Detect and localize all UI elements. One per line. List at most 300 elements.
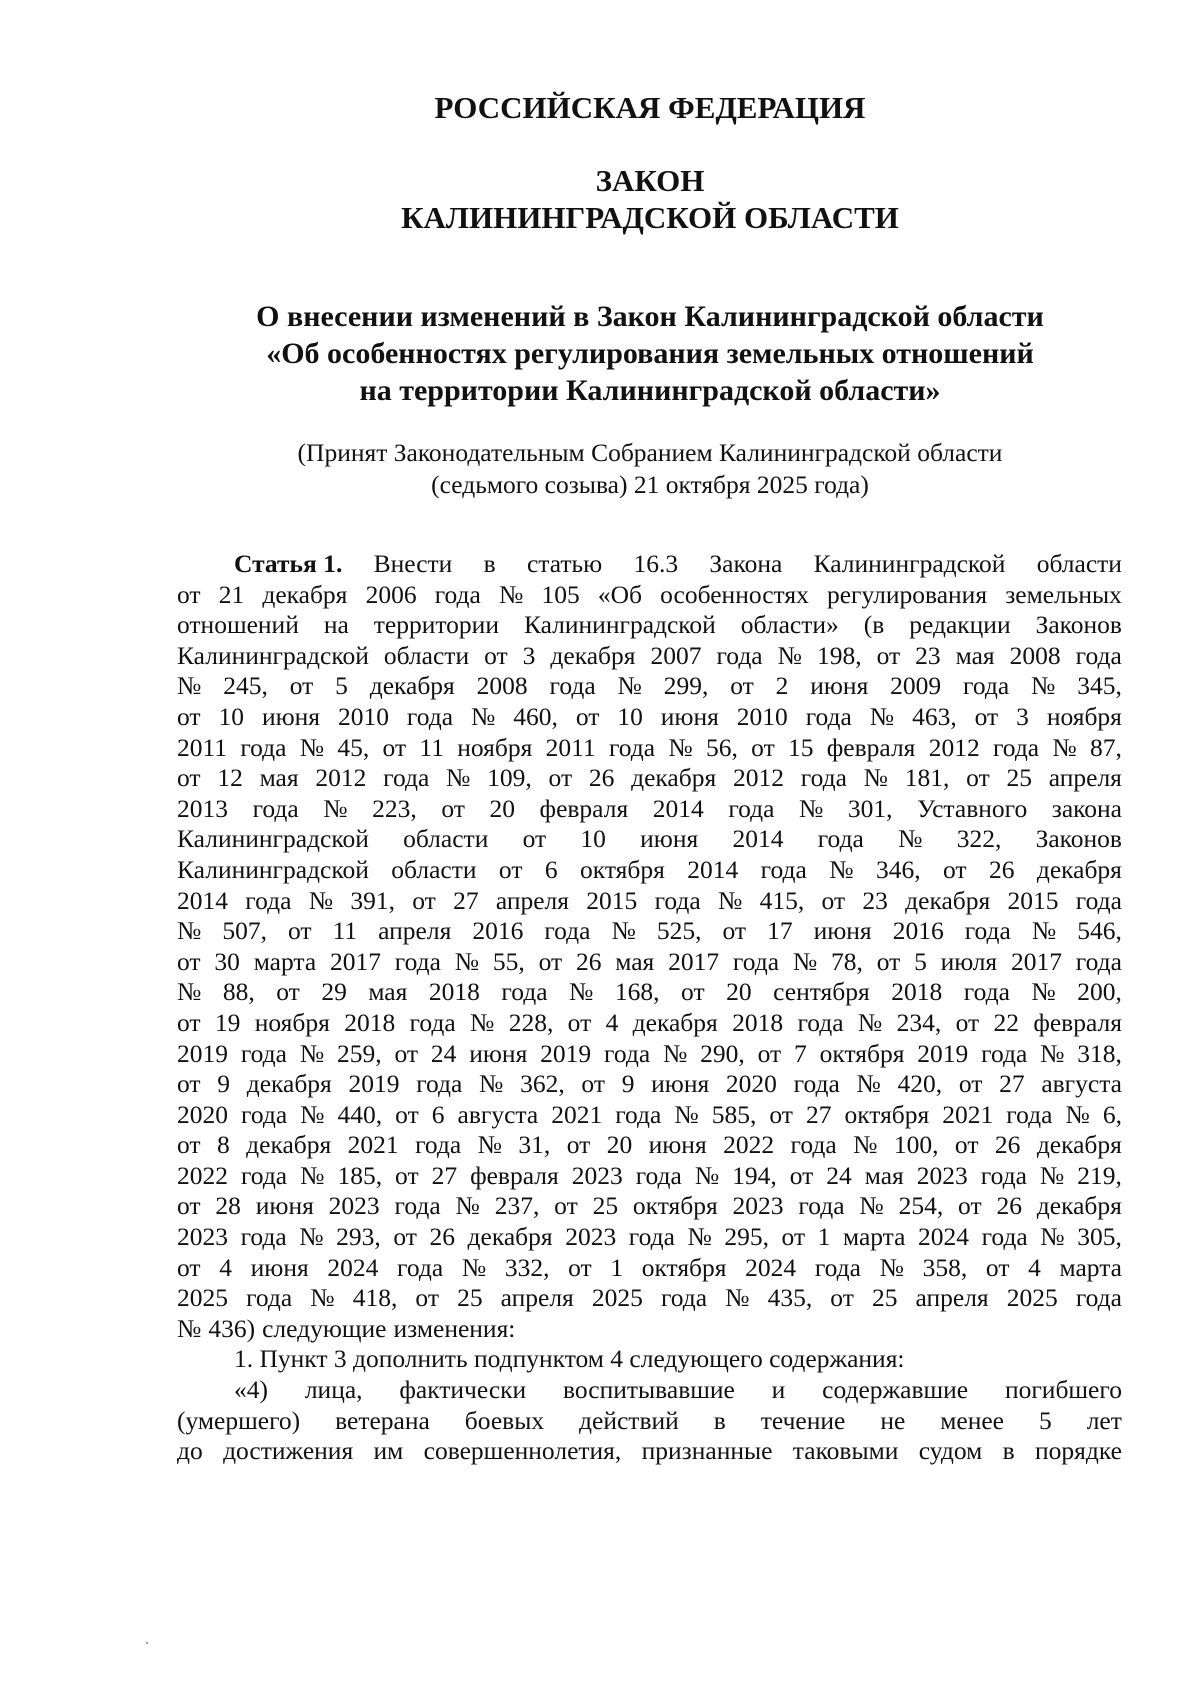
word: от bbox=[177, 1252, 201, 1282]
word: 100, bbox=[893, 1130, 939, 1160]
word: от bbox=[538, 946, 563, 976]
word: октября bbox=[641, 1252, 727, 1282]
word: № bbox=[718, 885, 743, 915]
word: № bbox=[177, 671, 202, 701]
word: 2019 bbox=[540, 1038, 592, 1068]
word: 2025 bbox=[591, 1283, 643, 1313]
word: 12 bbox=[217, 763, 243, 793]
word: от bbox=[177, 1069, 201, 1099]
article-text-line bbox=[177, 886, 1122, 917]
article-text-line bbox=[177, 1008, 1122, 1039]
law-title-line: на территории Калининградской области» bbox=[359, 374, 941, 407]
word: 305, bbox=[1077, 1222, 1122, 1252]
word: 322, bbox=[956, 824, 1002, 854]
word: в bbox=[713, 1405, 726, 1435]
word: 15 bbox=[788, 732, 814, 762]
word: от bbox=[757, 1038, 782, 1068]
word: февраля bbox=[539, 793, 629, 823]
word: года bbox=[980, 1160, 1027, 1190]
article-text-line bbox=[177, 1100, 1122, 1131]
word: 109, bbox=[487, 763, 532, 793]
word: от bbox=[276, 977, 300, 1007]
word: от bbox=[394, 1038, 419, 1068]
law-title-line: О внесении изменений в Закон Калининградской области bbox=[256, 300, 1044, 333]
word: 2018 bbox=[344, 1007, 396, 1037]
word: 259, bbox=[337, 1038, 382, 1068]
word: 463, bbox=[912, 701, 957, 731]
word: апреля bbox=[915, 1283, 989, 1313]
word: декабря bbox=[369, 671, 455, 701]
article-text-line bbox=[177, 1039, 1122, 1070]
word: года bbox=[628, 1222, 675, 1252]
word: года bbox=[814, 1252, 861, 1282]
word: от bbox=[958, 1069, 983, 1099]
word: года bbox=[245, 885, 292, 915]
word: от bbox=[395, 1160, 419, 1190]
word: 2008 bbox=[476, 671, 528, 701]
word: апреля bbox=[500, 1283, 574, 1313]
word: от bbox=[415, 1283, 439, 1313]
word: 78, bbox=[831, 946, 863, 976]
word: февраля bbox=[470, 1160, 559, 1190]
word: декабря bbox=[246, 1130, 332, 1160]
word: 55, bbox=[492, 946, 525, 976]
article-text-line bbox=[177, 1069, 1122, 1100]
word: № bbox=[300, 1160, 325, 1190]
word: № bbox=[177, 977, 202, 1007]
word: от bbox=[830, 1283, 854, 1313]
word: действий bbox=[579, 1405, 679, 1435]
word: года bbox=[604, 1038, 651, 1068]
word: 26 bbox=[996, 1191, 1022, 1221]
word: года bbox=[992, 732, 1040, 762]
word: 194, bbox=[732, 1160, 777, 1190]
word: 2016 bbox=[892, 916, 944, 946]
word: совершеннолетия, bbox=[423, 1436, 622, 1466]
item-1-line bbox=[177, 1344, 1122, 1375]
word: содержавшие bbox=[822, 1375, 969, 1405]
word: года bbox=[240, 1038, 287, 1068]
word: от bbox=[177, 1007, 201, 1037]
word: погибшего bbox=[1004, 1375, 1122, 1405]
word: 10 bbox=[580, 824, 606, 854]
article-text-line bbox=[177, 794, 1122, 825]
word: от bbox=[751, 732, 775, 762]
word: года bbox=[1075, 885, 1122, 915]
word: 2023 bbox=[177, 1222, 228, 1252]
word: в bbox=[483, 549, 496, 578]
word: 181, bbox=[904, 763, 950, 793]
word: 6 bbox=[544, 854, 558, 884]
word: августа bbox=[1041, 1069, 1122, 1099]
word: 2022 bbox=[177, 1160, 228, 1190]
word: 245, bbox=[223, 671, 268, 701]
word: 2 bbox=[775, 671, 789, 701]
word: октября bbox=[632, 1191, 718, 1221]
word: 87, bbox=[1090, 732, 1122, 762]
word: года bbox=[240, 1160, 288, 1190]
word: апреля bbox=[1048, 763, 1122, 793]
word: года bbox=[760, 854, 807, 884]
word: № bbox=[1065, 1099, 1090, 1129]
article-text-line bbox=[177, 824, 1122, 855]
word: года bbox=[797, 1007, 844, 1037]
word: № bbox=[869, 701, 895, 731]
word: от bbox=[441, 793, 465, 823]
word: № bbox=[725, 1283, 750, 1313]
word: 2006 bbox=[365, 579, 417, 609]
word: года bbox=[798, 1191, 845, 1221]
word: № bbox=[308, 885, 334, 915]
word: года bbox=[635, 1160, 682, 1190]
word: регулирования bbox=[826, 579, 988, 609]
word: № bbox=[1039, 1160, 1065, 1190]
word: 27 bbox=[453, 885, 479, 915]
article-text-line bbox=[177, 610, 1122, 641]
word: года bbox=[434, 579, 481, 609]
word: 391, bbox=[350, 885, 395, 915]
word: № bbox=[777, 640, 802, 670]
word: (умершего) bbox=[177, 1405, 301, 1435]
word: июня bbox=[651, 1069, 710, 1099]
word: области bbox=[1036, 549, 1122, 578]
word: июня bbox=[640, 824, 699, 854]
word: Калининградской bbox=[523, 610, 716, 640]
article-text-line bbox=[177, 1314, 1122, 1345]
word: 16.3 bbox=[633, 549, 679, 578]
word: 2021 bbox=[347, 1130, 399, 1160]
word: № bbox=[898, 824, 923, 854]
word: 2023 bbox=[328, 1191, 380, 1221]
word: 2023 bbox=[565, 1222, 617, 1252]
word: 2012 bbox=[928, 732, 980, 762]
word: декабря bbox=[1036, 1130, 1122, 1160]
word: от bbox=[789, 1160, 814, 1190]
word: года bbox=[240, 732, 287, 762]
word: года bbox=[964, 916, 1011, 946]
word: марта bbox=[842, 1222, 906, 1252]
word: 3 bbox=[522, 640, 536, 670]
word: 2011 bbox=[545, 732, 596, 762]
word: 56, bbox=[706, 732, 738, 762]
word: 2019 bbox=[348, 1069, 400, 1099]
word: 26 bbox=[429, 1222, 455, 1252]
word: года bbox=[241, 1099, 288, 1129]
word: № bbox=[299, 732, 325, 762]
word: Калининградской bbox=[177, 640, 369, 670]
word: № bbox=[177, 916, 202, 946]
word: № bbox=[470, 701, 496, 731]
word: 2015 bbox=[586, 885, 638, 915]
word: года bbox=[800, 763, 847, 793]
word: года bbox=[817, 824, 864, 854]
word: 23 bbox=[915, 640, 941, 670]
word: от bbox=[985, 1252, 1010, 1282]
word: октября bbox=[844, 1099, 930, 1129]
word: декабря bbox=[246, 1069, 332, 1099]
word: 2024 bbox=[327, 1252, 379, 1282]
word: в bbox=[1002, 1436, 1015, 1466]
word: июня bbox=[255, 1191, 314, 1221]
word: № bbox=[299, 1038, 325, 1068]
word: земельных bbox=[1005, 579, 1122, 609]
word: от bbox=[876, 946, 901, 976]
word: 318, bbox=[1077, 1038, 1122, 1068]
word: области bbox=[391, 854, 477, 884]
word: года bbox=[805, 701, 852, 731]
word: № bbox=[299, 1222, 324, 1252]
word: июня bbox=[810, 671, 869, 701]
word: 10 bbox=[218, 701, 244, 731]
word: 299, bbox=[663, 671, 709, 701]
word: 2017 bbox=[668, 946, 720, 976]
word: 6, bbox=[1102, 1099, 1122, 1129]
adoption-note-line: (седьмого созыва) 21 октября 2025 года) bbox=[431, 470, 869, 499]
word: 9 bbox=[217, 1069, 231, 1099]
word: года bbox=[615, 1099, 662, 1129]
word: № bbox=[662, 1038, 688, 1068]
word: достижения bbox=[223, 1436, 354, 1466]
word: 24 bbox=[826, 1160, 852, 1190]
word: № bbox=[799, 793, 824, 823]
word: менее bbox=[940, 1405, 1005, 1435]
word: 2017 bbox=[329, 946, 381, 976]
word: года bbox=[981, 1222, 1028, 1252]
word: 2017 bbox=[1010, 946, 1062, 976]
word: 219, bbox=[1077, 1160, 1122, 1190]
word: 2010 bbox=[736, 701, 788, 731]
word: 2025 bbox=[1006, 1283, 1058, 1313]
word: 362, bbox=[520, 1069, 565, 1099]
article-text-line bbox=[177, 1222, 1122, 1253]
word: мая bbox=[368, 977, 408, 1007]
word: 1 bbox=[610, 1252, 624, 1282]
word: Внести bbox=[373, 549, 453, 578]
article-text-line bbox=[177, 1130, 1122, 1161]
country-heading: РОССИЙСКАЯ ФЕДЕРАЦИЯ bbox=[434, 90, 866, 125]
word: 200, bbox=[1077, 977, 1122, 1007]
word: 2015 bbox=[1007, 885, 1059, 915]
word: 415, bbox=[759, 885, 805, 915]
word: 2024 bbox=[918, 1222, 970, 1252]
word: 2022 bbox=[723, 1130, 775, 1160]
word: 2018 bbox=[428, 977, 480, 1007]
word: 26 bbox=[994, 1130, 1021, 1160]
word: февраля bbox=[826, 732, 916, 762]
word: года bbox=[544, 916, 591, 946]
word: 30 bbox=[214, 946, 240, 976]
word: года bbox=[406, 701, 454, 731]
word: года bbox=[732, 946, 780, 976]
word: 1 bbox=[817, 1222, 831, 1252]
word: течение bbox=[760, 1405, 846, 1435]
word: № bbox=[477, 1130, 502, 1160]
word: № bbox=[455, 1191, 480, 1221]
word: № bbox=[1031, 671, 1056, 701]
word: от bbox=[412, 885, 436, 915]
word: 2020 bbox=[725, 1069, 777, 1099]
word: от bbox=[722, 916, 747, 946]
word: 2019 bbox=[177, 1038, 228, 1068]
word: июня bbox=[261, 701, 321, 731]
word: года bbox=[981, 1038, 1028, 1068]
word: № bbox=[470, 1007, 495, 1037]
article-text-line bbox=[177, 1283, 1122, 1314]
word: года bbox=[394, 1191, 441, 1221]
word: 19 bbox=[214, 1007, 241, 1037]
word: редакции bbox=[909, 610, 1011, 640]
word: сентября bbox=[773, 977, 870, 1007]
word: Калининградской bbox=[813, 549, 1006, 578]
word: признанные bbox=[641, 1436, 773, 1466]
word: 26 bbox=[575, 946, 602, 976]
word: № bbox=[1031, 916, 1057, 946]
word: боевых bbox=[464, 1405, 545, 1435]
word: № bbox=[569, 977, 594, 1007]
word: декабря bbox=[550, 640, 636, 670]
word: от bbox=[288, 916, 312, 946]
subitem-text-line bbox=[177, 1406, 1122, 1437]
word: от bbox=[522, 824, 547, 854]
word: 20 bbox=[726, 977, 752, 1007]
word: 2012 bbox=[732, 763, 784, 793]
word: 293, bbox=[336, 1222, 381, 1252]
word: 2018 bbox=[732, 1007, 784, 1037]
word: 295, bbox=[724, 1222, 769, 1252]
word: 234, bbox=[896, 1007, 942, 1037]
word: 11 bbox=[419, 732, 444, 762]
article-text-line bbox=[177, 916, 1122, 947]
word: ноября bbox=[1046, 701, 1122, 731]
word: 5 bbox=[914, 946, 927, 976]
word: № bbox=[454, 946, 480, 976]
word: 2025 bbox=[177, 1283, 228, 1313]
word: 2014 bbox=[687, 854, 739, 884]
word: 2011 bbox=[177, 732, 228, 762]
word: № bbox=[461, 1252, 487, 1282]
word: 24 bbox=[430, 1038, 457, 1068]
word: от bbox=[177, 579, 201, 609]
word: от bbox=[548, 763, 573, 793]
word: от bbox=[954, 1130, 979, 1160]
word: Законов bbox=[1035, 610, 1122, 640]
word: от bbox=[554, 1191, 578, 1221]
word: от bbox=[484, 640, 508, 670]
word: фактически bbox=[399, 1375, 527, 1405]
word: № bbox=[323, 793, 348, 823]
word: Уставного bbox=[917, 793, 1028, 823]
word: № bbox=[1040, 1038, 1065, 1068]
word: года bbox=[415, 1130, 462, 1160]
word: мая bbox=[259, 763, 299, 793]
word: 185, bbox=[337, 1160, 383, 1190]
word: 29 bbox=[321, 977, 347, 1007]
word: 5 bbox=[1038, 1405, 1052, 1435]
article-label: Статья 1. bbox=[234, 549, 343, 578]
word: № bbox=[829, 854, 854, 884]
word: № bbox=[446, 763, 471, 793]
word: от bbox=[876, 640, 901, 670]
word: 27 bbox=[999, 1069, 1025, 1099]
word: № bbox=[611, 916, 636, 946]
word: 26 bbox=[988, 854, 1015, 884]
article-text-line bbox=[177, 1253, 1122, 1284]
word: не bbox=[880, 1405, 906, 1435]
word: от bbox=[567, 1007, 592, 1037]
word: области bbox=[403, 824, 489, 854]
word: от bbox=[393, 1222, 417, 1252]
word: года bbox=[252, 793, 299, 823]
word: № bbox=[177, 1313, 202, 1343]
word: следующие bbox=[262, 1313, 387, 1343]
subitem-text-line bbox=[177, 1436, 1122, 1467]
word: года bbox=[716, 640, 763, 670]
word: 2007 bbox=[650, 640, 702, 670]
word: 10 bbox=[617, 701, 643, 731]
word: Закона bbox=[709, 549, 783, 578]
word: 22 bbox=[993, 1007, 1019, 1037]
word: изменения: bbox=[393, 1313, 516, 1343]
law-heading: ЗАКОН bbox=[595, 163, 705, 198]
word: 25 bbox=[457, 1283, 483, 1313]
word: 198, bbox=[816, 640, 862, 670]
word: от bbox=[974, 701, 999, 731]
word: 2012 bbox=[315, 763, 367, 793]
word: года bbox=[963, 977, 1010, 1007]
word: года bbox=[409, 1007, 456, 1037]
word: Калининградской bbox=[177, 824, 369, 854]
word: 20 bbox=[489, 793, 515, 823]
word: 2018 bbox=[891, 977, 943, 1007]
adoption-note-line: (Принят Законодательным Собранием Калининградской области bbox=[297, 438, 1003, 467]
word: мая bbox=[955, 640, 995, 670]
word: 525, bbox=[656, 916, 702, 946]
word: № bbox=[674, 1099, 699, 1129]
word: лет bbox=[1086, 1405, 1122, 1435]
article-text-line bbox=[177, 977, 1122, 1008]
word: № bbox=[617, 671, 642, 701]
word: года bbox=[549, 671, 596, 701]
word: 27 bbox=[805, 1099, 832, 1129]
word: 2021 bbox=[551, 1099, 603, 1129]
word: от bbox=[581, 1069, 605, 1099]
word: марта bbox=[1059, 1252, 1122, 1282]
word: от bbox=[781, 1222, 806, 1252]
word: года bbox=[501, 977, 548, 1007]
word: № bbox=[300, 1099, 325, 1129]
word: 20 bbox=[606, 1130, 633, 1160]
word: особенностях bbox=[660, 579, 809, 609]
word: 345, bbox=[1077, 671, 1122, 701]
word: таковыми bbox=[792, 1436, 899, 1466]
word: года bbox=[1006, 1099, 1053, 1129]
word: июня bbox=[660, 701, 719, 731]
article-text-line bbox=[177, 1191, 1122, 1222]
word: от bbox=[942, 854, 967, 884]
word: от bbox=[730, 671, 754, 701]
word: 88, bbox=[222, 977, 255, 1007]
word: 28 bbox=[215, 1191, 241, 1221]
word: года bbox=[793, 1069, 840, 1099]
word: от bbox=[955, 1007, 980, 1037]
scan-speck bbox=[146, 1642, 148, 1644]
word: 7 bbox=[794, 1038, 807, 1068]
word: декабря bbox=[467, 1222, 553, 1252]
word: № bbox=[687, 1222, 712, 1252]
word: года bbox=[1075, 640, 1122, 670]
word: 26 bbox=[588, 763, 615, 793]
word: декабря bbox=[1036, 1191, 1122, 1221]
